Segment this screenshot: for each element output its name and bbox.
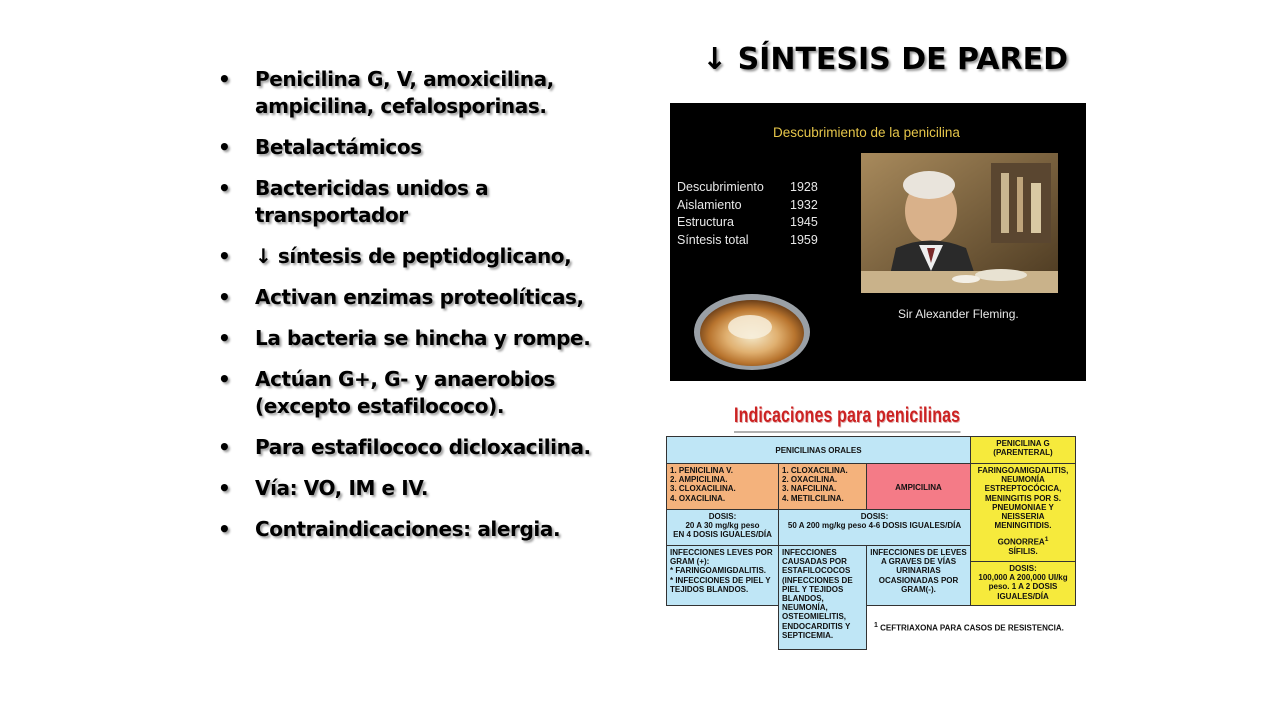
dose-oral-group-2: DOSIS: 50 A 200 mg/kg peso 4-6 DOSIS IGUALES/DÍA — [778, 509, 971, 546]
bullet-text: Actúan G+, G- y anaerobios (excepto estafilococo). — [255, 367, 556, 418]
bullet-text: Contraindicaciones: alergia. — [255, 517, 561, 541]
footnote-mark: 1 — [874, 622, 878, 629]
fact-label: Aislamiento — [677, 197, 742, 212]
fact-row — [677, 197, 818, 215]
bullet-item — [218, 243, 638, 270]
bullet-text: Vía: VO, IM e IV. — [255, 476, 429, 500]
penicillin-discovery-image — [670, 103, 1086, 381]
infections-group-2: INFECCIONES CAUSADAS POR ESTAFILOCOCOS (INFECCIONES DE PIEL Y TEJIDOS BLANDOS, NEUMONÍA, OSTEOMIELITIS, ENDOCARDITIS Y SEPTICEMIA. — [778, 545, 867, 650]
bullet-item — [218, 284, 638, 311]
bullet-text: Bactericidas unidos a transportador — [255, 176, 489, 227]
bullet-item — [218, 434, 638, 461]
ampicilina-cell: AMPICILINA — [866, 463, 971, 510]
bullet-dot: • — [218, 476, 231, 500]
slide-title: ↓ SÍNTESIS DE PARED — [701, 42, 1069, 77]
bullet-item — [218, 175, 638, 229]
photo-caption: Sir Alexander Fleming. — [898, 307, 1019, 321]
fact-row — [677, 232, 818, 250]
bullet-text: La bacteria se hincha y rompe. — [255, 326, 591, 350]
dose-parenteral: DOSIS: 100,000 A 200,000 UI/kg peso. 1 A 2 DOSIS IGUALES/DÍA — [970, 561, 1076, 606]
bullet-text: Activan enzimas proteolíticas, — [255, 285, 584, 309]
bullet-text: ↓ síntesis de peptidoglicano, — [255, 244, 572, 268]
oral-header: PENICILINAS ORALES — [666, 436, 971, 464]
infections-ampicilina: INFECCIONES DE LEVES A GRAVES DE VÍAS URINARIAS OCASIONADAS POR GRAM(-). — [866, 545, 971, 606]
bullet-list — [218, 66, 638, 557]
fact-year: 1945 — [790, 215, 818, 229]
fact-label: Estructura — [677, 215, 734, 229]
bullet-item — [218, 366, 638, 420]
fact-year: 1928 — [790, 180, 818, 194]
fact-label: Síntesis total — [677, 232, 749, 247]
bullet-dot: • — [218, 326, 231, 350]
bullet-text: Penicilina G, V, amoxicilina, ampicilina, cefalosporinas. — [255, 67, 554, 118]
gonorrea-label: GONORREA — [997, 538, 1045, 548]
fact-label: Descubrimiento — [677, 180, 764, 194]
bullet-item — [218, 134, 638, 161]
bullet-dot: • — [218, 67, 231, 91]
photo-title: Descubrimiento de la penicilina — [773, 125, 960, 140]
footnote — [874, 622, 1064, 633]
oral-group-1: 1. PENICILINA V. 2. AMPICILINA. 3. CLOXACILINA. 4. OXACILINA. — [666, 463, 779, 510]
fact-row — [677, 214, 818, 232]
discovery-facts — [677, 179, 818, 249]
parenteral-uses — [970, 463, 1076, 562]
fact-year: 1959 — [790, 232, 818, 247]
footnote-text: CEFTRIAXONA PARA CASOS DE RESISTENCIA. — [880, 623, 1064, 633]
parenteral-header: PENICILINA G (PARENTERAL) — [970, 436, 1076, 464]
bullet-dot: • — [218, 176, 231, 200]
bullet-text: Betalactámicos — [255, 135, 422, 159]
oral-group-2: 1. CLOXACILINA. 2. OXACILINA. 3. NAFCILINA. 4. METILCILINA. — [778, 463, 867, 510]
bullet-item — [218, 516, 638, 543]
bullet-item — [218, 325, 638, 352]
bullet-dot: • — [218, 135, 231, 159]
petri-dish-image — [692, 287, 812, 373]
bullet-item — [218, 66, 638, 120]
parenteral-uses-text: FARINGOAMIGDALITIS, NEUMONÍA ESTREPTOCÓCICA, MENINGITIS POR S. PNEUMONIAE Y NEISSERIA MENINGITIDIS. — [977, 466, 1069, 531]
fact-year: 1932 — [790, 197, 818, 212]
bullet-dot: • — [218, 367, 231, 391]
fleming-portrait — [861, 153, 1058, 293]
bullet-dot: • — [218, 285, 231, 309]
sifilis-text: SÍFILIS. — [1008, 547, 1038, 557]
gonorrea-text — [974, 535, 1072, 547]
indications-title: Indicaciones para penicilinas — [734, 404, 961, 427]
bullet-dot: • — [218, 244, 231, 268]
dose-oral-group-1: DOSIS: 20 A 30 mg/kg peso EN 4 DOSIS IGUALES/DÍA — [666, 509, 779, 546]
bullet-dot: • — [218, 517, 231, 541]
bullet-dot: • — [218, 435, 231, 459]
infections-group-1: INFECCIONES LEVES POR GRAM (+): * FARINGOAMIGDALITIS. * INFECCIONES DE PIEL Y TEJIDOS BLANDOS. — [666, 545, 779, 606]
fact-row — [677, 179, 818, 197]
bullet-text: Para estafilococo dicloxacilina. — [255, 435, 591, 459]
bullet-item — [218, 475, 638, 502]
footnote-mark: 1 — [1044, 536, 1049, 544]
